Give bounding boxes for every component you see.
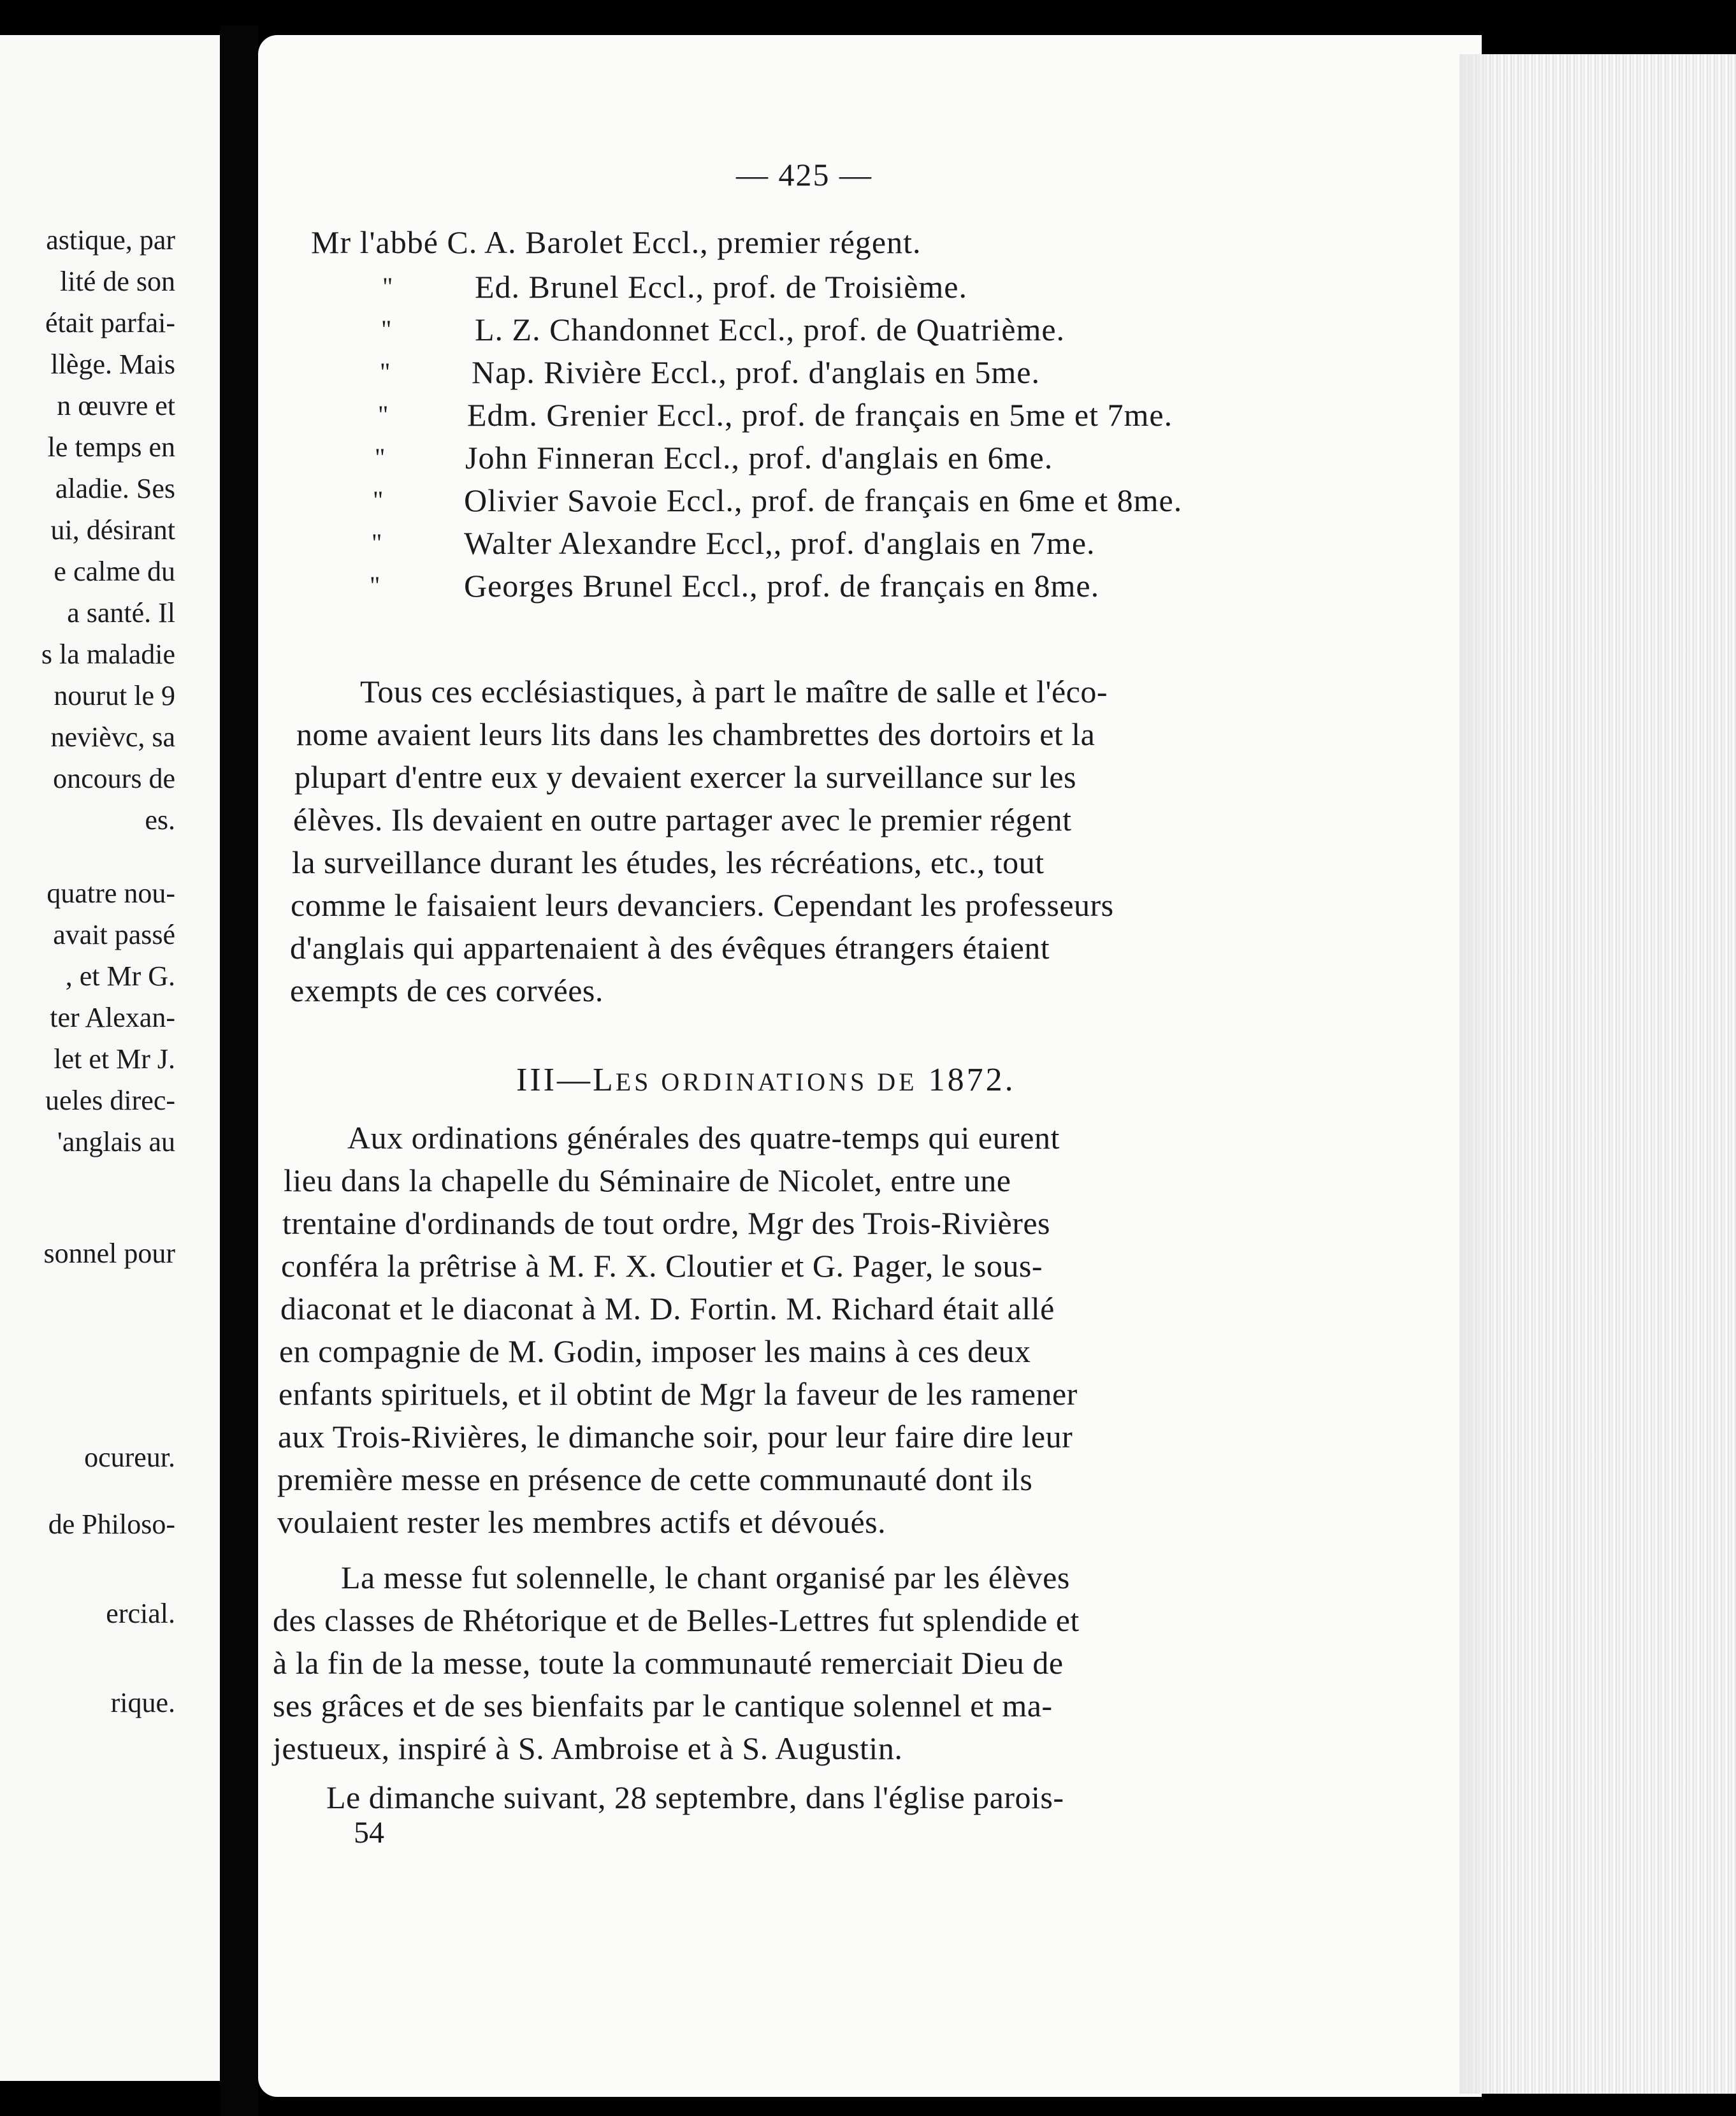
facing-page-fragment	[0, 35, 220, 2081]
facing-page-line: le temps en	[47, 431, 175, 463]
text-line: première messe en présence de cette communauté dont ils	[277, 1461, 1033, 1497]
text-line: lieu dans la chapelle du Séminaire de Nicolet, entre une	[284, 1163, 1011, 1198]
text-line: Le dimanche suivant, 28 septembre, dans l'église parois-	[326, 1779, 1064, 1815]
roster-line: Ed. Brunel Eccl., prof. de Troisième.	[475, 269, 967, 305]
roster-line: Edm. Grenier Eccl., prof. de français en 5me et 7me.	[467, 397, 1173, 433]
facing-page-line: a santé. Il	[67, 597, 175, 628]
facing-page-line: llège. Mais	[50, 349, 175, 380]
section-heading-year: 1872.	[917, 1062, 1016, 1098]
facing-page-line: lité de son	[60, 266, 175, 297]
facing-page-line: n œuvre et	[57, 390, 175, 421]
section-heading-smallcaps: ES ORDINATIONS DE	[615, 1068, 918, 1096]
text-line: exempts de ces corvées.	[290, 973, 604, 1008]
text-line: en compagnie de M. Godin, imposer les mains à ces deux	[279, 1333, 1031, 1369]
facing-page-line: e calme du	[54, 556, 175, 587]
facing-page-line: aladie. Ses	[55, 473, 175, 504]
facing-page-line: quatre nou-	[47, 878, 175, 909]
text-line: des classes de Rhétorique et de Belles-Lettres fut splendide et	[273, 1602, 1080, 1638]
text-line: la surveillance durant les études, les récréations, etc., tout	[292, 844, 1045, 880]
section-heading-prefix: III—L	[516, 1062, 616, 1098]
text-line: aux Trois-Rivières, le dimanche soir, pour leur faire dire leur	[278, 1419, 1073, 1454]
facing-page-line: ter Alexan-	[50, 1002, 175, 1033]
ditto-mark: "	[381, 315, 392, 344]
ditto-mark: "	[373, 486, 384, 514]
text-line: comme le faisaient leurs devanciers. Cependant les professeurs	[291, 887, 1114, 923]
text-line: plupart d'entre eux y devaient exercer la surveillance sur les	[294, 759, 1076, 795]
text-line: nome avaient leurs lits dans les chambrettes des dortoirs et la	[296, 716, 1096, 752]
facing-page-line: , et Mr G.	[65, 960, 175, 992]
page-number: — 425 —	[736, 157, 872, 192]
roster-line: L. Z. Chandonnet Eccl., prof. de Quatrième.	[475, 312, 1066, 347]
facing-page-line: s la maladie	[41, 639, 175, 670]
facing-page-line: es.	[145, 804, 175, 836]
text-line: Tous ces ecclésiastiques, à part le maître de salle et l'éco-	[360, 674, 1108, 709]
text-line: voulaient rester les membres actifs et dévoués.	[277, 1504, 886, 1540]
text-line: d'anglais qui appartenaient à des évêques étrangers étaient	[290, 930, 1050, 966]
text-line: jestueux, inspiré à S. Ambroise et à S. Augustin.	[273, 1730, 903, 1766]
roster-line: Georges Brunel Eccl., prof. de français en 8me.	[464, 568, 1100, 604]
roster-line: Olivier Savoie Eccl., prof. de français en 6me et 8me.	[464, 482, 1183, 518]
facing-page-line: ocureur.	[84, 1442, 175, 1473]
facing-page-line: ercial.	[106, 1598, 175, 1629]
text-line: diaconat et le diaconat à M. D. Fortin. M. Richard était allé	[280, 1291, 1055, 1326]
ditto-mark: "	[375, 443, 386, 472]
facing-page-line: avait passé	[53, 919, 175, 950]
signature-folio: 54	[354, 1816, 384, 1850]
text-line: La messe fut solennelle, le chant organisé par les élèves	[341, 1560, 1070, 1595]
facing-page-line: let et Mr J.	[54, 1043, 175, 1075]
text-line: conféra la prêtrise à M. F. X. Cloutier et G. Pager, le sous-	[281, 1248, 1043, 1284]
text-line: Aux ordinations générales des quatre-temps qui eurent	[347, 1120, 1060, 1156]
ditto-mark: "	[380, 358, 391, 386]
ditto-mark: "	[372, 528, 382, 557]
facing-page-line: 'anglais au	[57, 1126, 175, 1157]
facing-page-line: ueles direc-	[45, 1085, 175, 1116]
facing-page-line: nevièvc, sa	[50, 721, 175, 753]
text-line: ses grâces et de ses bienfaits par le cantique solennel et ma-	[273, 1688, 1053, 1723]
facing-page-line: rique.	[110, 1687, 175, 1718]
facing-page-line: oncours de	[53, 763, 175, 794]
page-edges	[1459, 54, 1736, 2094]
roster-line: John Finneran Eccl., prof. d'anglais en 6me.	[465, 440, 1053, 475]
book-gutter	[220, 25, 258, 2116]
facing-page-line: ui, désirant	[50, 514, 175, 546]
text-line: à la fin de la messe, toute la communauté remerciait Dieu de	[273, 1645, 1064, 1681]
roster-line: Nap. Rivière Eccl., prof. d'anglais en 5me.	[472, 354, 1040, 390]
ditto-mark: "	[370, 571, 380, 600]
facing-page-line: astique, par	[46, 224, 175, 256]
text-line: élèves. Ils devaient en outre partager avec le premier régent	[293, 802, 1072, 837]
facing-page-line: était parfai-	[45, 307, 175, 338]
text-line: enfants spirituels, et il obtint de Mgr la faveur de les ramener	[278, 1376, 1078, 1412]
text-line: trentaine d'ordinands de tout ordre, Mgr des Trois-Rivières	[282, 1205, 1050, 1241]
ditto-mark: "	[378, 400, 389, 429]
ditto-mark: "	[382, 272, 393, 301]
facing-page-line: nourut le 9	[54, 680, 175, 711]
roster-line: Mr l'abbé C. A. Barolet Eccl., premier régent.	[311, 224, 922, 260]
facing-page-line: sonnel pour	[43, 1238, 175, 1269]
facing-page-line: de Philoso-	[48, 1509, 175, 1540]
section-heading	[516, 1061, 1016, 1099]
roster-line: Walter Alexandre Eccl,, prof. d'anglais en 7me.	[464, 525, 1096, 561]
